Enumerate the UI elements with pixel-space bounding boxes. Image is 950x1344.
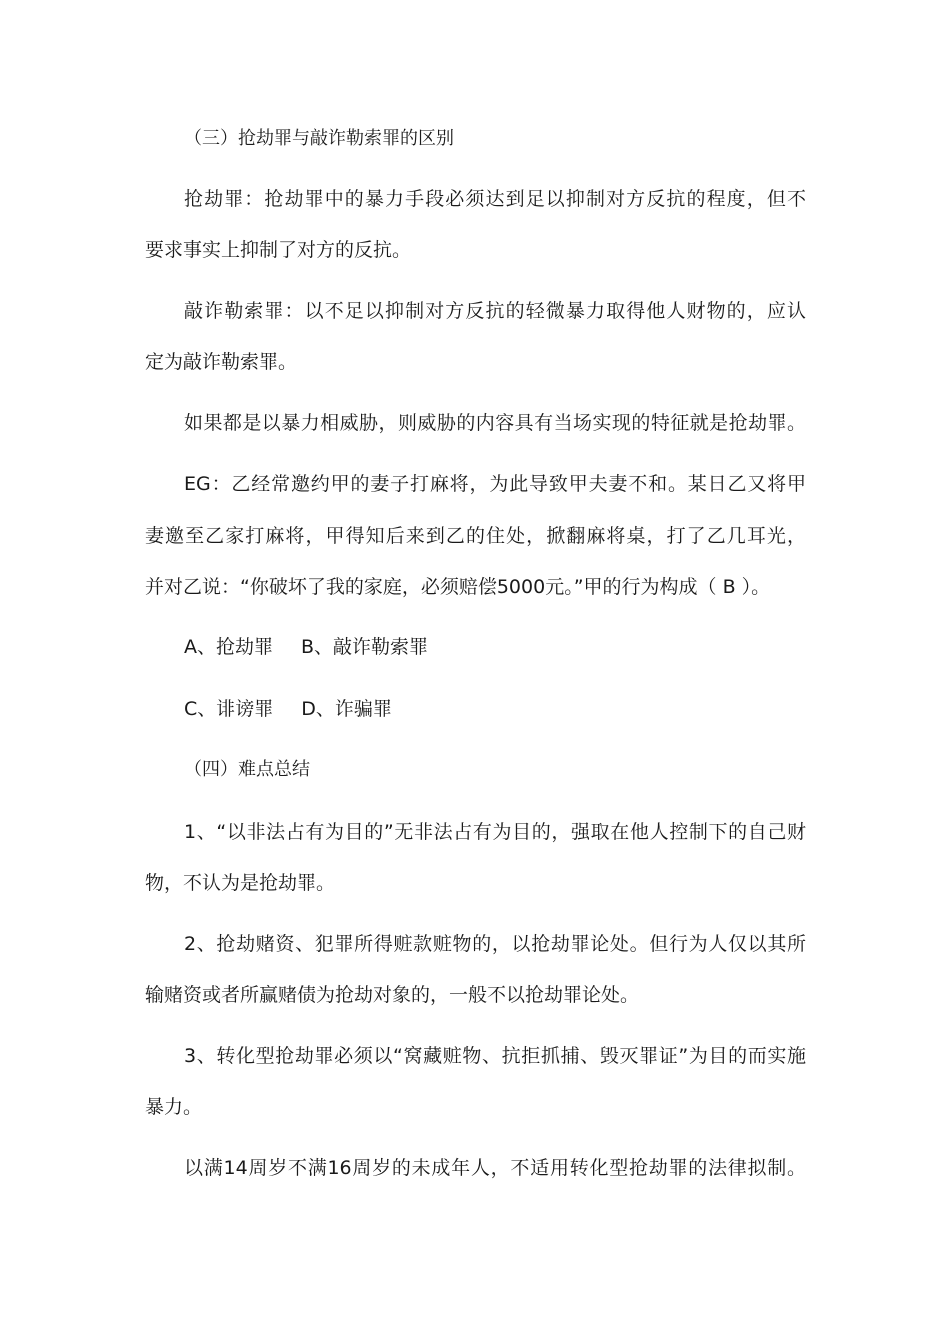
difficulty-1-line-2: 物，不认为是抢劫罪。: [145, 872, 336, 894]
options-row-2: [184, 697, 392, 721]
example-line-2: 妻邀至乙家打麻将，甲得知后来到乙的住处，掀翻麻将桌，打了乙几耳光，: [145, 525, 806, 547]
example-line-1: EG：乙经常邀约甲的妻子打麻将，为此导致甲夫妻不和。某日乙又将甲: [184, 473, 806, 495]
difficulty-3-line-2: 暴力。: [145, 1096, 203, 1118]
age-note-paragraph: 以满14周岁不满16周岁的未成年人，不适用转化型抢劫罪的法律拟制。: [184, 1157, 806, 1179]
option-c: C、诽谤罪: [184, 698, 274, 720]
threat-distinction-paragraph: 如果都是以暴力相威胁，则威胁的内容具有当场实现的特征就是抢劫罪。: [184, 412, 806, 434]
difficulty-1-line-1: 1、“以非法占有为目的”无非法占有为目的，强取在他人控制下的自己财: [184, 821, 806, 843]
example-line-3: 并对乙说：“你破坏了我的家庭，必须赔偿5000元。”甲的行为构成（ B ）。: [145, 576, 771, 598]
difficulty-2-line-2: 输赌资或者所赢赌债为抢劫对象的，一般不以抢劫罪论处。: [145, 984, 640, 1006]
option-a: A、抢劫罪: [184, 636, 273, 658]
extortion-definition-line-2: 定为敲诈勒索罪。: [145, 351, 298, 373]
difficulty-2-line-1: 2、抢劫赌资、犯罪所得赃款赃物的，以抢劫罪论处。但行为人仅以其所: [184, 933, 806, 955]
robbery-definition-line-2: 要求事实上抑制了对方的反抗。: [145, 239, 412, 261]
option-b: B、敲诈勒索罪: [301, 636, 429, 658]
difficulty-3-line-1: 3、转化型抢劫罪必须以“窝藏赃物、抗拒抓捕、毁灭罪证”为目的而实施: [184, 1045, 806, 1067]
options-row-1: [184, 635, 428, 659]
section-3-heading: （三）抢劫罪与敲诈勒索罪的区别: [184, 128, 454, 149]
extortion-definition-line-1: 敲诈勒索罪：以不足以抑制对方反抗的轻微暴力取得他人财物的，应认: [184, 300, 806, 322]
option-d: D、诈骗罪: [301, 698, 392, 720]
section-4-heading: （四）难点总结: [184, 759, 310, 780]
robbery-definition-line-1: 抢劫罪：抢劫罪中的暴力手段必须达到足以抑制对方反抗的程度，但不: [184, 188, 806, 210]
